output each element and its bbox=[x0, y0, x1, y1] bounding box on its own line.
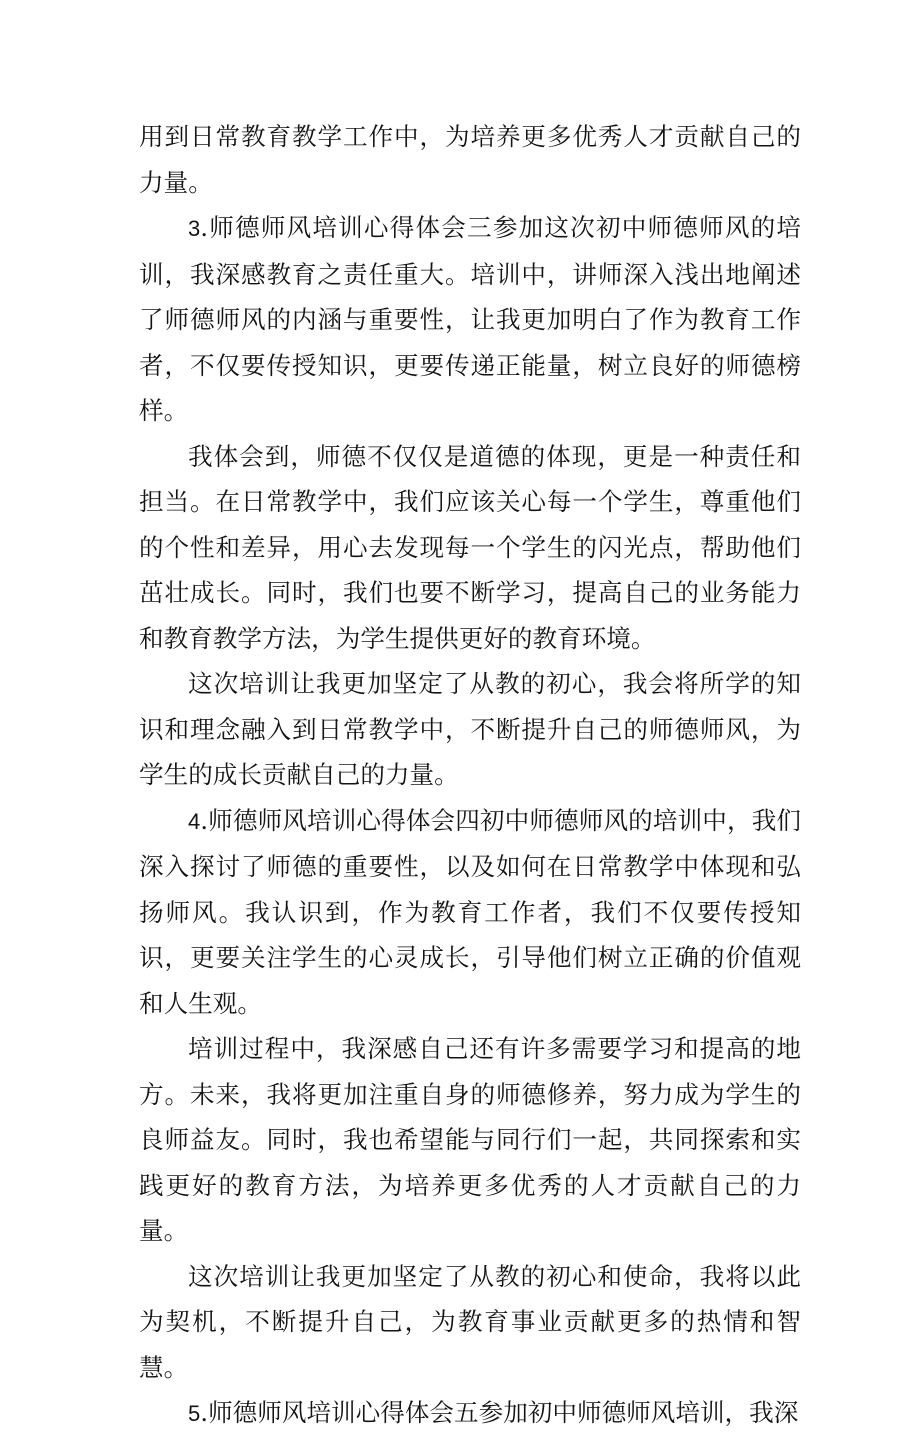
paragraph: 培训过程中，我深感自己还有许多需要学习和提高的地方。未来，我将更加注重自身的师德修养，努力成为学生的良师益友。同时，我也希望能与同行们一起，共同探索和实践更好的教育方法，为培养更多优秀的人才贡献自己的力量。 bbox=[139, 1034, 801, 1245]
paragraph-text: .师德师风培训心得体会三参加这次初中师德师风的培训，我深感教育之责任重大。培训中，讲师深入浅出地阐述了师德师风的内涵与重要性，让我更加明白了作为教育工作者，不仅要传授知识，更要传递正能量，树立良好的师德榜样。 bbox=[139, 213, 801, 425]
paragraph-text: .师德师风培训心得体会五参加初中师德师风培训，我深 bbox=[200, 1398, 799, 1427]
section-number: 3 bbox=[188, 216, 201, 241]
paragraph: 这次培训让我更加坚定了从教的初心和使命，我将以此为契机，不断提升自己，为教育事业贡献更多的热情和智慧。 bbox=[139, 1261, 801, 1382]
paragraph-section-4 bbox=[139, 798, 801, 1027]
section-number: 5 bbox=[188, 1401, 201, 1426]
paragraph: 这次培训让我更加坚定了从教的初心，我会将所学的知识和理念融入到日常教学中，不断提升自己的师德师风，为学生的成长贡献自己的力量。 bbox=[139, 669, 801, 789]
paragraph-section-3 bbox=[139, 205, 801, 434]
section-number: 4 bbox=[188, 808, 201, 834]
paragraph-section-5 bbox=[139, 1390, 801, 1437]
paragraph: 我体会到，师德不仅仅是道德的体现，更是一种责任和担当。在日常教学中，我们应该关心每一个学生，尊重他们的个性和差异，用心去发现每一个学生的闪光点，帮助他们茁壮成长。同时，我们也要不断学习，提高自己的业务能力和教育教学方法，为学生提供更好的教育环境。 bbox=[139, 441, 801, 653]
document-body bbox=[139, 114, 801, 1437]
paragraph-text: .师德师风培训心得体会四初中师德师风的培训中，我们深入探讨了师德的重要性，以及如何在日常教学中体现和弘扬师风。我认识到，作为教育工作者，我们不仅要传授知识，更要关注学生的心灵成长，引导他们树立正确的价值观和人生观。 bbox=[139, 805, 801, 1018]
paragraph-continued: 用到日常教育教学工作中，为培养更多优秀人才贡献自己的力量。 bbox=[139, 122, 801, 197]
